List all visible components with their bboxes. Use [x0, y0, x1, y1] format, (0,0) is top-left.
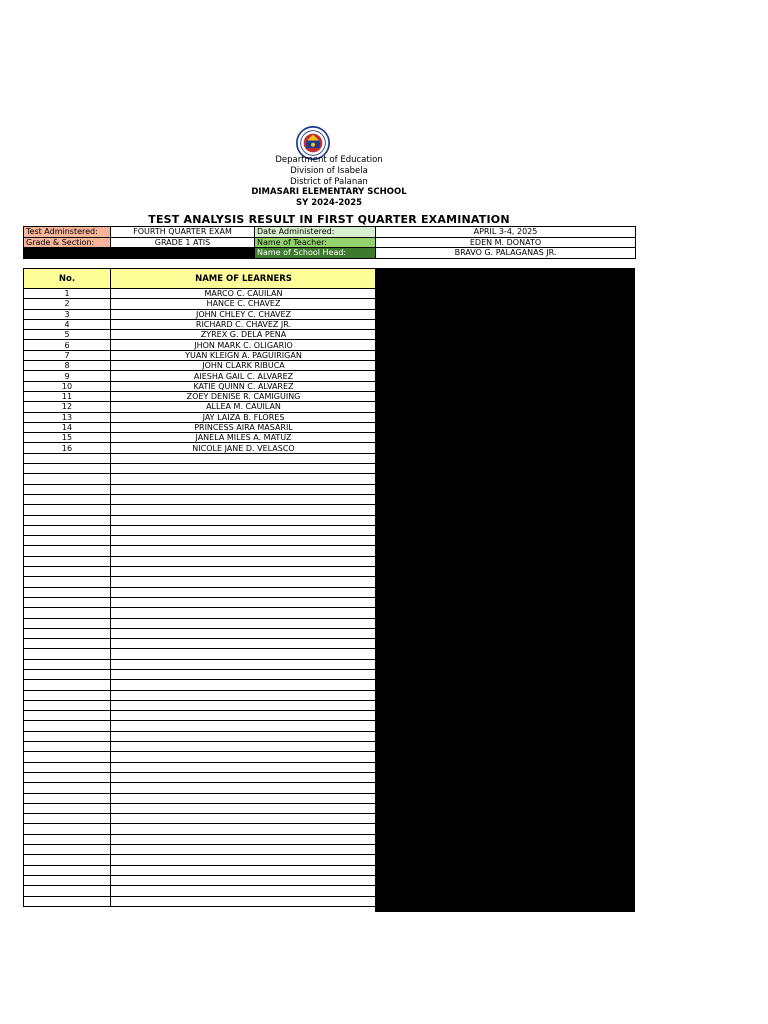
table-row: [24, 371, 377, 381]
empty-cell: [24, 639, 111, 649]
table-row: [24, 525, 377, 535]
table-row: [24, 422, 377, 432]
table-row: [24, 814, 377, 824]
learner-number: 7: [24, 350, 111, 360]
empty-cell: [111, 546, 377, 556]
table-row: [24, 865, 377, 875]
blank-black-cell: [24, 248, 255, 259]
table-row: [24, 350, 377, 360]
empty-cell: [111, 618, 377, 628]
empty-cell: [111, 484, 377, 494]
test-administered-label: Test Adminstered:: [24, 227, 111, 238]
grade-section-label: Grade & Section:: [24, 237, 111, 248]
learner-number: 9: [24, 371, 111, 381]
empty-cell: [111, 772, 377, 782]
empty-cell: [24, 721, 111, 731]
empty-cell: [111, 577, 377, 587]
table-row: [24, 628, 377, 638]
empty-cell: [24, 546, 111, 556]
empty-cell: [24, 690, 111, 700]
learner-number: 6: [24, 340, 111, 350]
empty-cell: [24, 628, 111, 638]
empty-cell: [24, 752, 111, 762]
table-row: [24, 762, 377, 772]
learner-name: HANCE C. CHAVEZ: [111, 299, 377, 309]
empty-cell: [24, 577, 111, 587]
empty-cell: [24, 742, 111, 752]
table-row: [24, 289, 377, 299]
learner-name: ALLEA M. CAUILAN: [111, 402, 377, 412]
table-row: [24, 474, 377, 484]
table-row: [24, 556, 377, 566]
empty-cell: [111, 628, 377, 638]
empty-cell: [24, 711, 111, 721]
table-row: [24, 772, 377, 782]
learner-number: 2: [24, 299, 111, 309]
table-row: [24, 690, 377, 700]
empty-cell: [24, 845, 111, 855]
empty-cell: [111, 494, 377, 504]
empty-cell: [111, 597, 377, 607]
empty-cell: [24, 700, 111, 710]
table-row: [24, 669, 377, 679]
table-row: [24, 618, 377, 628]
empty-cell: [111, 700, 377, 710]
table-row: [24, 824, 377, 834]
learner-number: 11: [24, 391, 111, 401]
empty-cell: [111, 865, 377, 875]
learner-name: KATIE QUINN C. ALVAREZ: [111, 381, 377, 391]
table-row: [24, 793, 377, 803]
empty-cell: [111, 752, 377, 762]
empty-cell: [24, 618, 111, 628]
empty-cell: [24, 525, 111, 535]
school-head-label: Name of School Head:: [255, 248, 376, 259]
table-row: [24, 391, 377, 401]
empty-cell: [24, 803, 111, 813]
empty-cell: [24, 680, 111, 690]
empty-cell: [24, 567, 111, 577]
table-row: [24, 587, 377, 597]
empty-cell: [24, 659, 111, 669]
table-row: [24, 567, 377, 577]
learner-number: 16: [24, 443, 111, 453]
learner-number: 8: [24, 361, 111, 371]
table-row: [24, 783, 377, 793]
empty-cell: [24, 474, 111, 484]
table-row: [24, 412, 377, 422]
empty-cell: [24, 824, 111, 834]
empty-cell: [111, 556, 377, 566]
empty-cell: [24, 814, 111, 824]
learner-name: ZOEY DENISE R. CAMIGUING: [111, 391, 377, 401]
empty-cell: [111, 824, 377, 834]
teacher-label: Name of Teacher:: [255, 237, 376, 248]
empty-cell: [111, 886, 377, 896]
date-administered-value: APRIL 3-4, 2025: [376, 227, 636, 238]
table-row: [24, 752, 377, 762]
table-row: [24, 453, 377, 463]
empty-cell: [111, 659, 377, 669]
empty-cell: [24, 772, 111, 782]
learner-name: ZYREX G. DELA PENA: [111, 330, 377, 340]
empty-cell: [111, 505, 377, 515]
table-row: [24, 464, 377, 474]
empty-cell: [111, 608, 377, 618]
learner-number: 10: [24, 381, 111, 391]
school-year: SY 2024-2025: [295, 198, 363, 208]
empty-cell: [24, 865, 111, 875]
table-row: [24, 505, 377, 515]
empty-cell: [24, 875, 111, 885]
table-row: [24, 443, 377, 453]
learner-name: JOHN CHLEY C. CHAVEZ: [111, 309, 377, 319]
school-head-value: BRAVO G. PALAGANAS JR.: [376, 248, 636, 259]
empty-cell: [24, 536, 111, 546]
table-row: [24, 845, 377, 855]
table-row: [24, 340, 377, 350]
table-row: [24, 731, 377, 741]
empty-cell: [24, 649, 111, 659]
table-row: [24, 700, 377, 710]
empty-cell: [111, 814, 377, 824]
empty-cell: [24, 855, 111, 865]
learner-name: AIESHA GAIL C. ALVAREZ: [111, 371, 377, 381]
empty-cell: [111, 669, 377, 679]
empty-cell: [111, 742, 377, 752]
empty-cell: [24, 886, 111, 896]
empty-cell: [111, 875, 377, 885]
empty-cell: [24, 793, 111, 803]
empty-cell: [24, 731, 111, 741]
table-row: [24, 597, 377, 607]
district-line: District of Palanan: [290, 177, 368, 187]
learner-number: 3: [24, 309, 111, 319]
table-row: [24, 608, 377, 618]
table-row: [24, 433, 377, 443]
empty-cell: [111, 731, 377, 741]
learner-name: JANELA MILES A. MATUZ: [111, 433, 377, 443]
table-row: [24, 546, 377, 556]
table-row: [24, 742, 377, 752]
table-row: [24, 381, 377, 391]
empty-cell: [111, 639, 377, 649]
table-row: [24, 855, 377, 865]
empty-cell: [111, 845, 377, 855]
empty-cell: [24, 494, 111, 504]
school-name: DIMASARI ELEMENTARY SCHOOL: [251, 187, 407, 197]
table-row: [24, 875, 377, 885]
empty-cell: [24, 453, 111, 463]
table-row: [24, 330, 377, 340]
table-row: [24, 886, 377, 896]
learner-number: 5: [24, 330, 111, 340]
learner-number: 12: [24, 402, 111, 412]
empty-cell: [24, 515, 111, 525]
empty-cell: [24, 484, 111, 494]
learner-number: 13: [24, 412, 111, 422]
empty-cell: [24, 834, 111, 844]
table-row: [24, 402, 377, 412]
table-row: [24, 649, 377, 659]
empty-cell: [24, 597, 111, 607]
learner-number: 14: [24, 422, 111, 432]
empty-cell: [24, 556, 111, 566]
empty-cell: [24, 587, 111, 597]
empty-cell: [111, 649, 377, 659]
column-header-name: NAME OF LEARNERS: [111, 269, 377, 289]
empty-cell: [111, 536, 377, 546]
table-row: [24, 680, 377, 690]
empty-cell: [24, 505, 111, 515]
table-row: [24, 361, 377, 371]
empty-cell: [24, 783, 111, 793]
empty-cell: [24, 464, 111, 474]
empty-cell: [111, 464, 377, 474]
learner-number: 1: [24, 289, 111, 299]
empty-cell: [111, 453, 377, 463]
empty-cell: [111, 525, 377, 535]
table-row: [24, 494, 377, 504]
empty-cell: [24, 608, 111, 618]
table-row: [24, 577, 377, 587]
empty-cell: [111, 567, 377, 577]
table-row: [24, 639, 377, 649]
empty-cell: [111, 834, 377, 844]
table-row: [24, 711, 377, 721]
empty-cell: [24, 669, 111, 679]
learner-name: NICOLE JANE D. VELASCO: [111, 443, 377, 453]
empty-cell: [111, 783, 377, 793]
exam-info-table: [23, 226, 636, 259]
empty-cell: [111, 587, 377, 597]
empty-cell: [111, 721, 377, 731]
learner-name: JHON MARK C. OLIGARIO: [111, 340, 377, 350]
table-row: [24, 484, 377, 494]
learner-number: 4: [24, 319, 111, 329]
empty-cell: [111, 855, 377, 865]
test-administered-value: FOURTH QUARTER EXAM: [111, 227, 255, 238]
learner-number: 15: [24, 433, 111, 443]
empty-cell: [111, 515, 377, 525]
table-row: [24, 515, 377, 525]
blacked-out-panel: [375, 268, 635, 912]
table-row: [24, 721, 377, 731]
learner-name: PRINCESS AIRA MASARIL: [111, 422, 377, 432]
learner-name: JAY LAIZA B. FLORES: [111, 412, 377, 422]
grade-section-value: GRADE 1 ATIS: [111, 237, 255, 248]
empty-cell: [111, 690, 377, 700]
learners-table: [23, 268, 377, 907]
table-row: [24, 834, 377, 844]
division-line: Division of Isabela: [290, 166, 368, 176]
learner-name: RICHARD C. CHAVEZ JR.: [111, 319, 377, 329]
empty-cell: [111, 896, 377, 906]
table-row: [24, 803, 377, 813]
empty-cell: [111, 474, 377, 484]
table-row: [24, 319, 377, 329]
date-administered-label: Date Administered:: [255, 227, 376, 238]
teacher-value: EDEN M. DONATO: [376, 237, 636, 248]
empty-cell: [111, 711, 377, 721]
empty-cell: [111, 762, 377, 772]
table-row: [24, 309, 377, 319]
empty-cell: [24, 762, 111, 772]
department-line: Department of Education: [275, 155, 383, 165]
learner-name: MARCO C. CAUILAN: [111, 289, 377, 299]
table-row: [24, 299, 377, 309]
learner-name: JOHN CLARK RIBUCA: [111, 361, 377, 371]
page-title: TEST ANALYSIS RESULT IN FIRST QUARTER EXAMINATION: [148, 213, 510, 226]
table-row: [24, 896, 377, 906]
empty-cell: [111, 803, 377, 813]
table-row: [24, 536, 377, 546]
empty-cell: [24, 896, 111, 906]
table-row: [24, 659, 377, 669]
empty-cell: [111, 793, 377, 803]
empty-cell: [111, 680, 377, 690]
learner-name: YUAN KLEIGN A. PAGUIRIGAN: [111, 350, 377, 360]
column-header-no: No.: [24, 269, 111, 289]
